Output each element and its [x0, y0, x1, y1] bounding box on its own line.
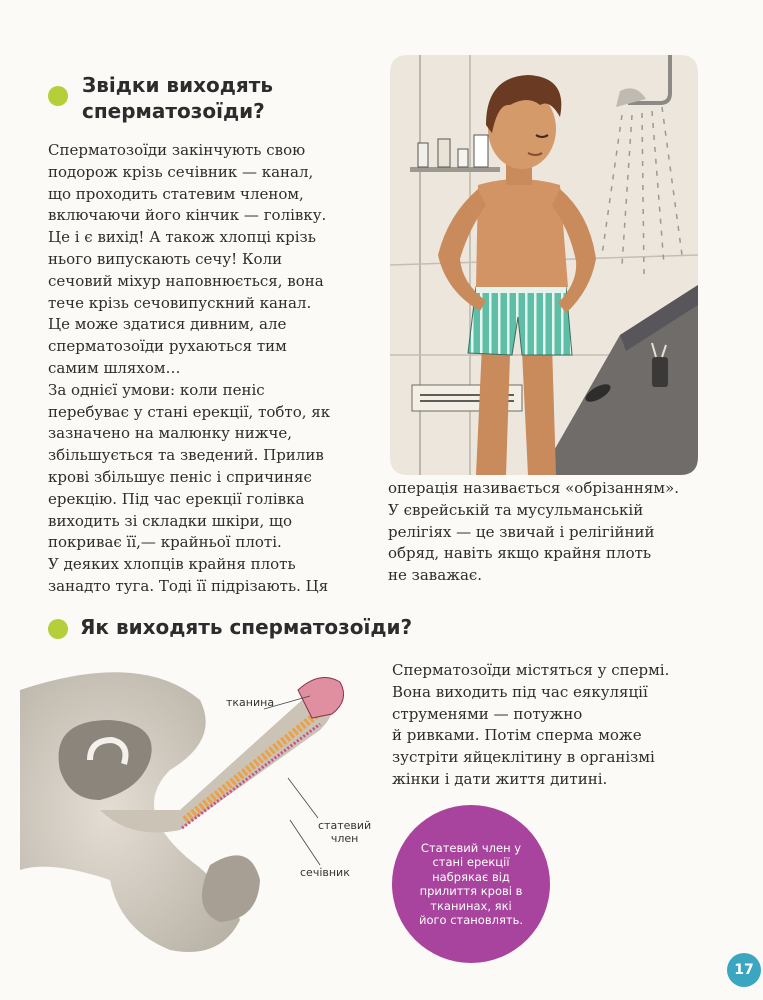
text-line: струменями — потужно [392, 704, 583, 723]
label-line: статевий [318, 819, 372, 832]
text-line: Сперматозоїди містяться у спермі. [392, 661, 670, 679]
text-line: У деяких хлопців крайня плоть [48, 555, 296, 574]
text-line: Це може здатися дивним, але [48, 315, 287, 334]
text-line: сечовий міхур наповнюється, вона [48, 271, 324, 290]
text-line: виходить зі складки шкіри, що [48, 511, 292, 530]
text-line: що проходить статевим членом, [48, 184, 304, 203]
text-line: сперматозоїди рухаються тим [48, 337, 287, 356]
text-line: зазначено на малюнку нижче, [48, 424, 293, 443]
text-line: Вона виходить під час еякуляції [392, 682, 648, 701]
text-line: самим шляхом… [48, 358, 181, 377]
label-line: член [330, 832, 359, 845]
info-bubble-text: Статевий член у стані ерекції набрякає від прилиття крові в тканинах, які його становлять. [418, 840, 524, 927]
section-heading [82, 72, 273, 124]
heading-line: Звідки виходять [82, 73, 273, 97]
text-line: перебуває у стані ерекції, тобто, як [48, 402, 331, 421]
text-line: операція називається «обрізанням». [388, 479, 679, 497]
boy-shower-illustration [390, 55, 698, 475]
body-column-2 [388, 478, 718, 587]
text-line: жінки і дати життя дитині. [392, 769, 608, 788]
text-line: Це і є вихід! А також хлопці крізь [48, 228, 316, 247]
text-line: тече крізь сечовипускний канал. [48, 293, 312, 312]
text-line: релігіях — це звичай і релігійний [388, 522, 655, 541]
text-line: збільшується та зведений. Прилив [48, 446, 324, 465]
anatomy-diagram [20, 660, 370, 965]
label-urethra: сечівник [300, 866, 350, 879]
text-line: подорож крізь сечівник — канал, [48, 162, 314, 181]
text-line: зустріти яйцеклітину в організмі [392, 748, 655, 767]
label-tissue: тканина [226, 696, 275, 709]
text-line: й ривками. Потім сперма може [392, 726, 642, 745]
info-bubble [392, 805, 550, 963]
text-line: Сперматозоїди закінчують свою [48, 141, 306, 159]
section2-body [392, 660, 732, 791]
heading-line: сперматозоїди? [82, 99, 265, 123]
text-line: занадто туга. Тоді її підрізають. Ця [48, 576, 329, 595]
text-line: включаючи його кінчик — голівку. [48, 206, 327, 225]
text-line: За однієї умови: коли пеніс [48, 380, 265, 399]
text-line: обряд, навіть якщо крайня плоть [388, 544, 652, 563]
text-line: У єврейській та мусульманській [388, 500, 644, 519]
section-heading: Як виходять сперматозоїди? [80, 615, 413, 639]
text-line: нього випускають сечу! Коли [48, 249, 283, 268]
text-line: покриває її,— крайньої плоті. [48, 533, 282, 552]
label-penis [318, 819, 371, 845]
text-line: ерекцію. Під час ерекції голівка [48, 489, 305, 508]
page-number: 17 [727, 953, 761, 987]
heading-bullet [48, 86, 68, 106]
heading-bullet [48, 619, 68, 639]
text-line: не заважає. [388, 566, 483, 585]
body-column-1 [48, 140, 388, 598]
text-line: крові збільшує пеніс і спричиняє [48, 467, 312, 486]
